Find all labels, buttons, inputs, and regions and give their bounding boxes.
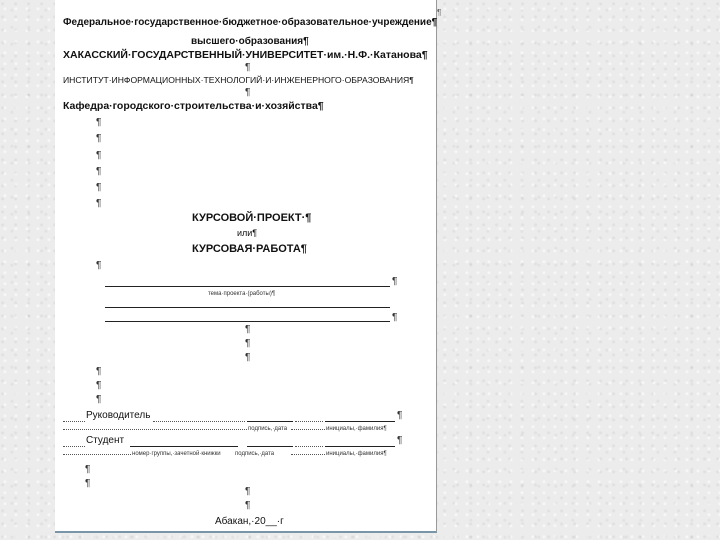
pilcrow-mark: ¶ [397, 435, 403, 446]
title-course-project: КУРСОВОЙ·ПРОЕКТ·¶ [192, 212, 312, 224]
topic-line-3 [105, 321, 390, 322]
supervisor-sign-line [247, 421, 293, 422]
tab-leader [295, 421, 323, 422]
supervisor-initials-caption: инициалы,·фамилия¶ [326, 426, 387, 432]
tab-leader [63, 446, 85, 447]
pilcrow-mark: ¶ [397, 410, 403, 421]
student-sign-line [247, 446, 293, 447]
document-page [55, 0, 437, 533]
tab-leader [291, 429, 325, 430]
supervisor-label: Руководитель [86, 410, 151, 421]
tab-leader [63, 429, 247, 430]
pilcrow-mark: ¶ [96, 260, 102, 271]
pilcrow-mark: ¶ [96, 182, 102, 193]
pilcrow-mark: ¶ [245, 87, 251, 98]
tab-leader [153, 421, 245, 422]
pilcrow-mark: ¶ [96, 394, 102, 405]
pilcrow-mark: ¶ [437, 8, 442, 17]
supervisor-sign-caption: подпись,·дата [248, 426, 288, 432]
student-sign-caption: подпись,·дата [235, 451, 275, 457]
city-year: Абакан,·20__·г [215, 516, 284, 527]
pilcrow-mark: ¶ [96, 380, 102, 391]
student-initials-caption: инициалы,·фамилия¶ [326, 451, 387, 457]
tab-leader [63, 454, 131, 455]
pilcrow-mark: ¶ [96, 150, 102, 161]
pilcrow-mark: ¶ [96, 117, 102, 128]
pilcrow-mark: ¶ [245, 324, 251, 335]
org-line-2: высшего·образования¶ [191, 36, 309, 47]
supervisor-name-line [325, 421, 395, 422]
university-name: ХАКАССКИЙ·ГОСУДАРСТВЕННЫЙ·УНИВЕРСИТЕТ·им.·Н.Ф.·Катанова¶ [63, 49, 428, 61]
pilcrow-mark: ¶ [96, 198, 102, 209]
institute-name: ИНСТИТУТ·ИНФОРМАЦИОННЫХ·ТЕХНОЛОГИЙ·И·ИНЖЕНЕРНОГО·ОБРАЗОВАНИЯ¶ [63, 75, 414, 85]
department-name: Кафедра·городского·строительства·и·хозяйства¶ [63, 100, 324, 112]
title-or: или¶ [237, 228, 258, 238]
pilcrow-mark: ¶ [245, 500, 251, 511]
pilcrow-mark: ¶ [245, 62, 251, 73]
pilcrow-mark: ¶ [245, 338, 251, 349]
pilcrow-mark: ¶ [96, 166, 102, 177]
topic-caption: тема·проекта·(работы)¶ [208, 291, 276, 297]
student-group-caption: номер·группы,·зачетной·книжки [132, 451, 221, 457]
pilcrow-mark: ¶ [85, 478, 91, 489]
pilcrow-mark: ¶ [245, 486, 251, 497]
org-line-1: Федеральное·государственное·бюджетное·образовательное·учреждение¶ [63, 17, 438, 28]
pilcrow-mark: ¶ [96, 133, 102, 144]
title-course-work: КУРСОВАЯ·РАБОТА¶ [192, 243, 307, 255]
tab-leader [63, 421, 85, 422]
topic-line-2 [105, 307, 390, 308]
student-group-line [130, 446, 238, 447]
topic-line-1 [105, 286, 390, 287]
tab-leader [291, 454, 325, 455]
pilcrow-mark: ¶ [392, 312, 398, 323]
student-label: Студент [86, 435, 125, 446]
pilcrow-mark: ¶ [392, 276, 398, 287]
tab-leader [295, 446, 323, 447]
student-name-line [325, 446, 395, 447]
pilcrow-mark: ¶ [245, 352, 251, 363]
pilcrow-mark: ¶ [96, 366, 102, 377]
pilcrow-mark: ¶ [85, 464, 91, 475]
